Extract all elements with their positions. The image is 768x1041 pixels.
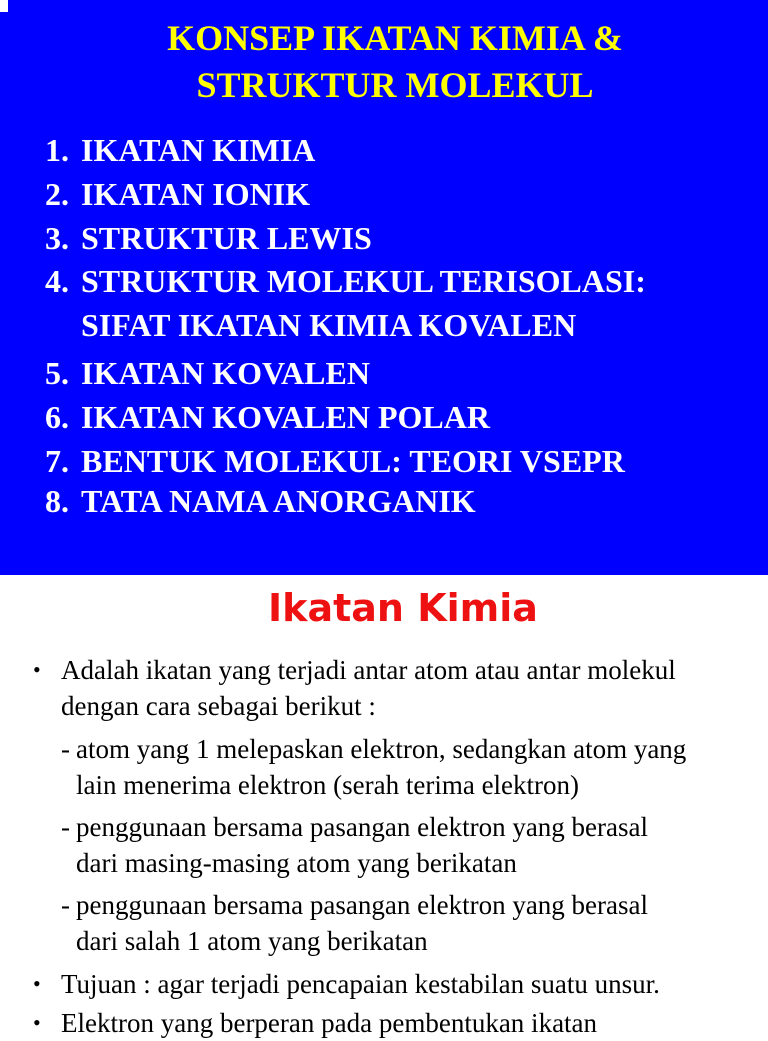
bullet-3-marker: • xyxy=(33,1010,41,1035)
sub-item-3-line-2: dari salah 1 atom yang berikatan xyxy=(76,926,428,956)
toc-item-7: 7. BENTUK MOLEKUL: TEORI VSEPR xyxy=(45,443,625,479)
toc-item-4-continued: SIFAT IKATAN KIMIA KOVALEN xyxy=(81,307,577,343)
toc-item-3: 3. STRUKTUR LEWIS xyxy=(45,220,372,256)
bullet-2-line: Tujuan : agar terjadi pencapaian kestabilan suatu unsur. xyxy=(61,969,660,999)
sub-item-1-line-2: lain menerima elektron (serah terima elektron) xyxy=(76,770,580,800)
sub-item-2-dash: - xyxy=(61,812,70,842)
slide-ikatan-kimia xyxy=(0,575,768,1038)
slide-title-line-2: STRUKTUR MOLEKUL xyxy=(196,65,594,105)
toc-item-5: 5. IKATAN KOVALEN xyxy=(45,355,370,391)
sub-item-1-dash: - xyxy=(61,734,70,764)
bullet-1-line-1: Adalah ikatan yang terjadi antar atom atau antar molekul xyxy=(61,655,676,685)
toc-item-8: 8. TATA NAMA ANORGANIK xyxy=(45,483,476,519)
sub-item-3-line-1: penggunaan bersama pasangan elektron yang berasal xyxy=(76,890,649,920)
bullet-1-marker: • xyxy=(33,657,41,682)
bullet-2-marker: • xyxy=(33,971,41,996)
sub-item-1-line-1: atom yang 1 melepaskan elektron, sedangkan atom yang xyxy=(76,734,687,764)
slide-title-line-1: KONSEP IKATAN KIMIA & xyxy=(167,18,623,58)
corner-mark xyxy=(0,0,8,12)
sub-item-2-line-2: dari masing-masing atom yang berikatan xyxy=(76,848,517,878)
sub-item-3-dash: - xyxy=(61,890,70,920)
sub-item-2-line-1: penggunaan bersama pasangan elektron yang berasal xyxy=(76,812,649,842)
toc-item-4: 4. STRUKTUR MOLEKUL TERISOLASI: xyxy=(45,263,646,299)
toc-item-6: 6. IKATAN KOVALEN POLAR xyxy=(45,399,490,435)
toc-item-1: 1. IKATAN KIMIA xyxy=(45,132,316,168)
toc-item-2: 2. IKATAN IONIK xyxy=(45,176,311,212)
bullet-1-line-2: dengan cara sebagai berikut : xyxy=(61,691,376,721)
slide-title: Ikatan Kimia xyxy=(268,586,538,630)
bullet-3-line-partial: Elektron yang berperan pada pembentukan ikatan xyxy=(61,1008,598,1038)
